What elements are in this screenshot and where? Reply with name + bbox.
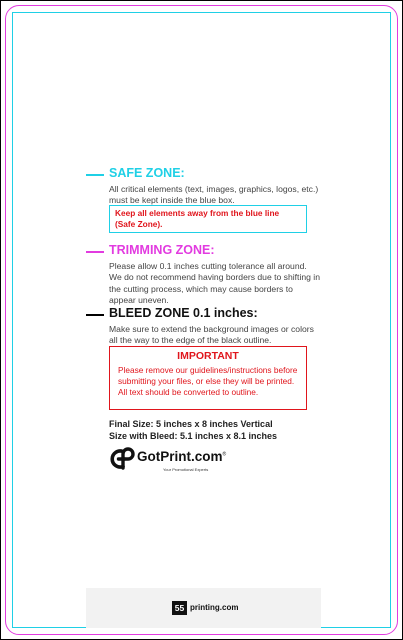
important-title: IMPORTANT [177, 350, 239, 362]
trimming-zone-description: Please allow 0.1 inches cutting tolerance all around. We do not recommend having borders due to shifting in the cutting process, which may cause borders to appear uneven. [109, 261, 320, 306]
final-size: Final Size: 5 inches x 8 inches Vertical [109, 419, 273, 429]
bleed-size: Size with Bleed: 5.1 inches x 8.1 inches [109, 430, 278, 441]
page-number: 55 [172, 601, 187, 615]
logo-tagline: Your Promotional Experts [163, 467, 209, 472]
bleed-zone-section [86, 306, 326, 347]
trimming-zone-title: TRIMMING ZONE: [109, 243, 215, 257]
gotprint-logo-icon [110, 447, 136, 471]
bleed-zone-title: BLEED ZONE 0.1 inches: [109, 306, 258, 320]
logo-name: GotPrint.com® [137, 449, 227, 464]
gotprint-logo [110, 446, 230, 474]
safe-zone-section [86, 166, 326, 207]
footer-site: printing.com [190, 603, 239, 612]
important-notice: IMPORTANT Please remove our guidelines/instructions before submitting your files, or else they will be printed. All text should be converted to outline. [109, 346, 307, 410]
bleed-legend-line [86, 314, 104, 316]
safe-zone-description: All critical elements (text, images, graphics, logos, etc.) must be kept inside the blue box. [109, 184, 319, 206]
trimming-zone-section [86, 243, 326, 307]
trim-legend-line [86, 251, 104, 253]
safe-legend-line [86, 174, 104, 176]
safe-zone-title: SAFE ZONE: [109, 166, 185, 180]
safe-zone-note: Keep all elements away from the blue line (Safe Zone). [109, 205, 307, 233]
bleed-zone-description: Make sure to extend the background images or colors all the way to the edge of the black outline. [109, 324, 314, 346]
size-info [109, 419, 277, 442]
